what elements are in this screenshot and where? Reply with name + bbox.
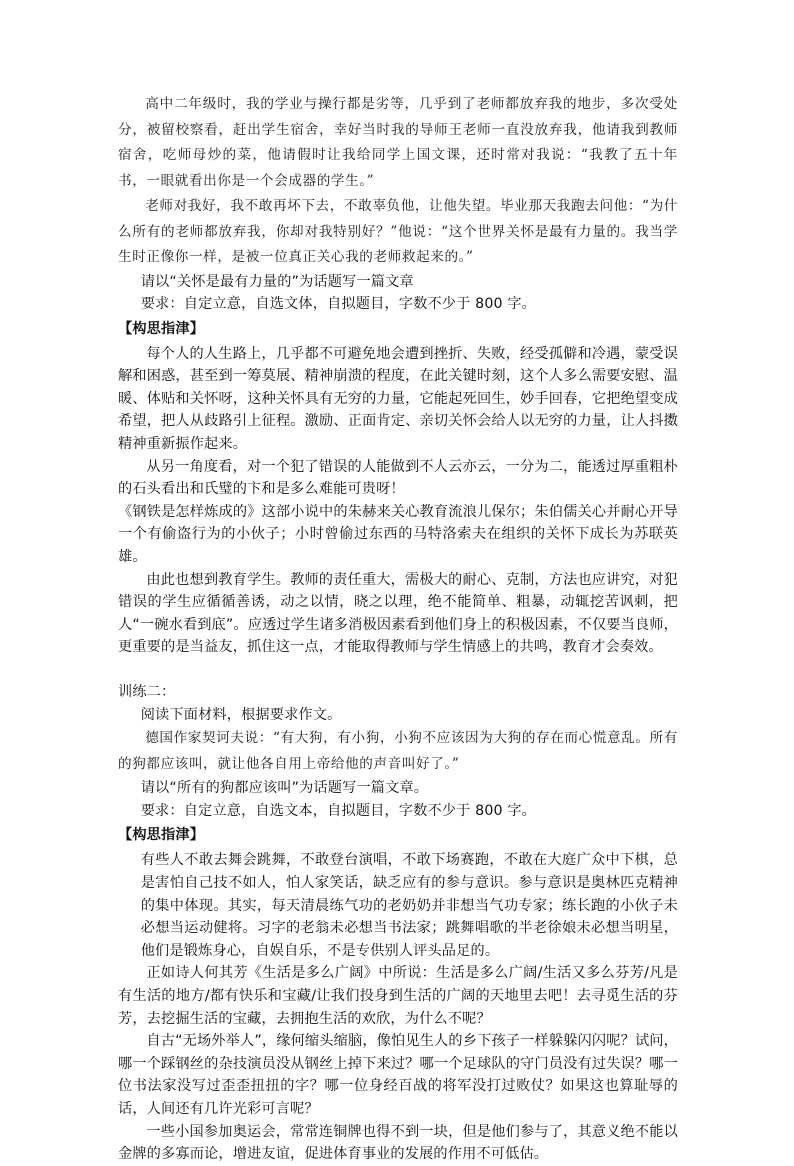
guide-paragraph: 有些人不敢去舞会跳舞，不敢登台演唱，不敢下场赛跑，不敢在大庭广众中下棋，总是害怕自己技不如人，怕人家笑话，缺乏应有的参与意识。参与意识是奥林匹克精神的集中体现。其实，每天清晨练气功的老奶奶并非想当气功专家；练长跑的小伙子未必想当运动健将。习字的老翁未必想当书法家；跳舞唱歌的半老徐娘未必想当明星，他们是锻炼身心，自娱自乐，不是专供别人评头品足的。 [140, 852, 678, 959]
guide-paragraph: 每个人的人生路上，几乎都不可避免地会遭到挫折、失败，经受孤僻和冷遇，蒙受误解和困惑，甚至到一筹莫展、精神崩溃的程度，在此关键时刻，这个人多么需要安慰、温暖、体贴和关怀呀，这种关怀具有无穷的力量，它能起死回生，妙手回春，它把绝望变成希望，把人从歧路引上征程。激励、正面肯定、亲切关怀会给人以无穷的力量，让人抖擞精神重新振作起来。 [118, 345, 678, 453]
guide-paragraph: 从另一角度看，对一个犯了错误的人能做到不人云亦云，一分为二，能透过厚重粗朴的石头看出和氏璧的卞和是多么难能可贵呀！ [118, 458, 678, 498]
section-spacer [118, 659, 678, 681]
material-paragraph-1: 高中二年级时，我的学业与操行都是劣等，几乎到了老师都放弃我的地步，多次受处分，被留校察看，赶出学生宿舍，幸好当时我的导师王老师一直没放弃我，他请我到教师宿舍，吃师母炒的菜，他请假时让我给同学上国文课，还时常对我说：“我教了五十年书，一眼就看出你是一个会成器的学生。” [118, 96, 678, 189]
material-paragraph-2: 老师对我好，我不敢再坏下去，不敢辜负他，让他失望。毕业那天我跑去问他：“为什么所有的老师都放弃我，你却对我特别好？”他说：“这个世界关怀是最有力量的。我当学生时正像你一样，是被一位真正关心我的老师救起来的。” [118, 198, 678, 265]
guide-paragraph: 《钢铁是怎样炼成的》这部小说中的朱赫来关心教育流浪儿保尔；朱伯儒关心并耐心开导一个有偷盗行为的小伙子；小时曾偷过东西的马特洛索夫在组织的关怀下成长为苏联英雄。 [118, 503, 678, 566]
document-page [118, 92, 678, 1166]
guide-paragraph: 由此也想到教育学生。教师的责任重大，需极大的耐心、克制，方法也应讲究，对犯错误的学生应循循善诱，动之以情，晓之以理，绝不能简单、粗暴，动辄挖苦讽刺，把人“一碗水看到底”。应透过学生诸多消极因素看到他们身上的积极因素，不仅要当良师，更重要的是当益友，抓住这一点，才能取得教师与学生情感上的共鸣，教育才会奏效。 [118, 571, 678, 656]
guide-heading: 【构思指津】 [118, 827, 205, 844]
exercise-title: 训练二： [118, 684, 176, 700]
guide-paragraph: 正如诗人何其芳《生活是多么广阔》中所说：生活是多么广阔/生活又多么芬芳/凡是有生活的地方/都有快乐和宝藏/让我们投身到生活的广阔的天地里去吧！去寻觅生活的芬芳，去挖掘生活的宝藏，去拥抱生活的欢欣，为什么不呢？ [118, 965, 678, 1027]
material-paragraph: 德国作家契诃夫说：“有大狗，有小狗，小狗不应该因为大狗的存在而心慌意乱。所有的狗都应该叫，就让他各自用上帝给他的声音叫好了。” [118, 730, 678, 772]
guide-paragraph: 自古“无场外举人”，缘何缩头缩脑，像怕见生人的乡下孩子一样躲躲闪闪呢？试问，哪一个踩钢丝的杂技演员没从钢丝上掉下来过？哪一个足球队的守门员没有过失误？哪一位书法家没写过歪歪扭扭的字？哪一位身经百战的将军没打过败仗？如果这也算耻辱的话，人间还有几许光彩可言呢？ [118, 1033, 678, 1117]
writing-task: 请以“所有的狗都应该叫”为话题写一篇文章。 [140, 780, 429, 797]
writing-task: 请以“关怀是最有力量的”为话题写一篇文章 [140, 273, 414, 290]
writing-requirement: 要求：自定立意，自选文体，自拟题目，字数不少于 800 字。 [140, 296, 537, 313]
writing-requirement: 要求：自定立意，自选文本，自拟题目，字数不少于 800 字。 [140, 802, 537, 819]
guide-paragraph: 一些小国参加奥运会，常常连铜牌也得不到一块，但是他们参与了，其意义绝不能以金牌的多寡而论，增进友谊，促进体育事业的发展的作用不可低估。 [118, 1123, 678, 1163]
guide-heading: 【构思指津】 [118, 320, 205, 337]
exercise-instruction: 阅读下面材料，根据要求作文。 [140, 706, 342, 723]
